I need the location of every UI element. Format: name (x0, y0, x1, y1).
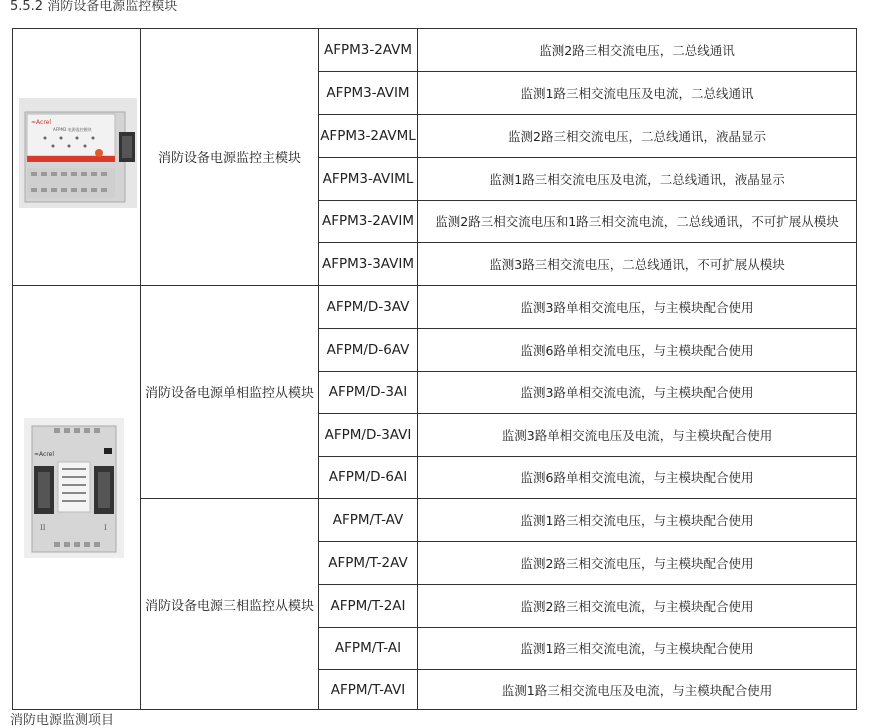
description-cell: 监测2路三相交流电压和1路三相交流电流，二总线通讯，不可扩展从模块 (435, 214, 839, 229)
description-cell: 监测3路单相交流电压，与主模块配合使用 (520, 299, 754, 315)
description-cell: 监测1路三相交流电压及电流，二总线通讯，液晶显示 (489, 171, 785, 187)
svg-text:≈Acrel: ≈Acrel (34, 451, 55, 458)
svg-text:AFPM3 电源监控模块: AFPM3 电源监控模块 (53, 127, 92, 132)
footer-text: 消防电源监测项目 (10, 713, 115, 728)
description-cell: 监测1路三相交流电流，与主模块配合使用 (520, 641, 754, 656)
description-cell: 监测2路三相交流电流，与主模块配合使用 (520, 598, 754, 614)
model-cell: AFPM/T-AI (334, 640, 402, 656)
group-name: 消防设备电源监控主模块 (157, 151, 301, 166)
description-cell: 监测2路三相交流电压，与主模块配合使用 (520, 555, 754, 571)
model-cell: AFPM/T-2AI (330, 597, 406, 614)
description-cell: 监测6路单相交流电流，与主模块配合使用 (520, 470, 754, 485)
description-cell: 监测1路三相交流电压及电流，二总线通讯 (520, 85, 754, 101)
model-cell: AFPM/D-6AI (328, 469, 408, 485)
description-cell: 监测6路单相交流电压，与主模块配合使用 (520, 342, 754, 358)
description-cell: 监测2路三相交流电压，二总线通讯，液晶显示 (508, 128, 766, 144)
model-cell: AFPM3-2AVM (323, 41, 413, 58)
model-cell: AFPM/T-AV (332, 511, 404, 528)
description-cell: 监测3路三相交流电压，二总线通讯，不可扩展从模块 (489, 256, 785, 272)
model-cell: AFPM/D-6AV (326, 341, 410, 358)
model-cell: AFPM3-AVIM (326, 84, 410, 101)
model-cell: AFPM/D-3AV (326, 298, 410, 315)
description-cell: 监测1路三相交流电压及电流，与主模块配合使用 (501, 682, 773, 698)
model-cell: AFPM3-2AVML (320, 127, 416, 144)
description-cell: 监测3路单相交流电流，与主模块配合使用 (520, 385, 754, 400)
group-name: 消防设备电源三相监控从模块 (144, 598, 314, 614)
description-cell: 监测3路单相交流电压及电流，与主模块配合使用 (501, 427, 773, 443)
description-cell: 监测1路三相交流电压，与主模块配合使用 (520, 512, 754, 528)
model-cell: AFPM3-3AVIM (321, 255, 415, 272)
svg-text:II: II (40, 524, 46, 532)
model-cell: AFPM/T-2AV (328, 554, 408, 571)
group-name: 消防设备电源单相监控从模块 (144, 386, 314, 401)
main-module-device-image (19, 98, 137, 208)
svg-text:≈Acrel: ≈Acrel (31, 119, 52, 126)
model-cell: AFPM3-AVIML (322, 170, 414, 187)
svg-text:I: I (104, 524, 107, 532)
section-heading: 5.5.2 消防设备电源监控模块 (10, 0, 178, 14)
description-cell: 监测2路三相交流电压，二总线通讯 (539, 42, 735, 58)
model-cell: AFPM3-2AVIM (321, 213, 415, 229)
model-cell: AFPM/D-3AI (328, 384, 408, 400)
slave-module-device-image (24, 418, 124, 558)
model-cell: AFPM/D-3AVI (324, 426, 412, 443)
model-cell: AFPM/T-AVI (330, 681, 406, 698)
